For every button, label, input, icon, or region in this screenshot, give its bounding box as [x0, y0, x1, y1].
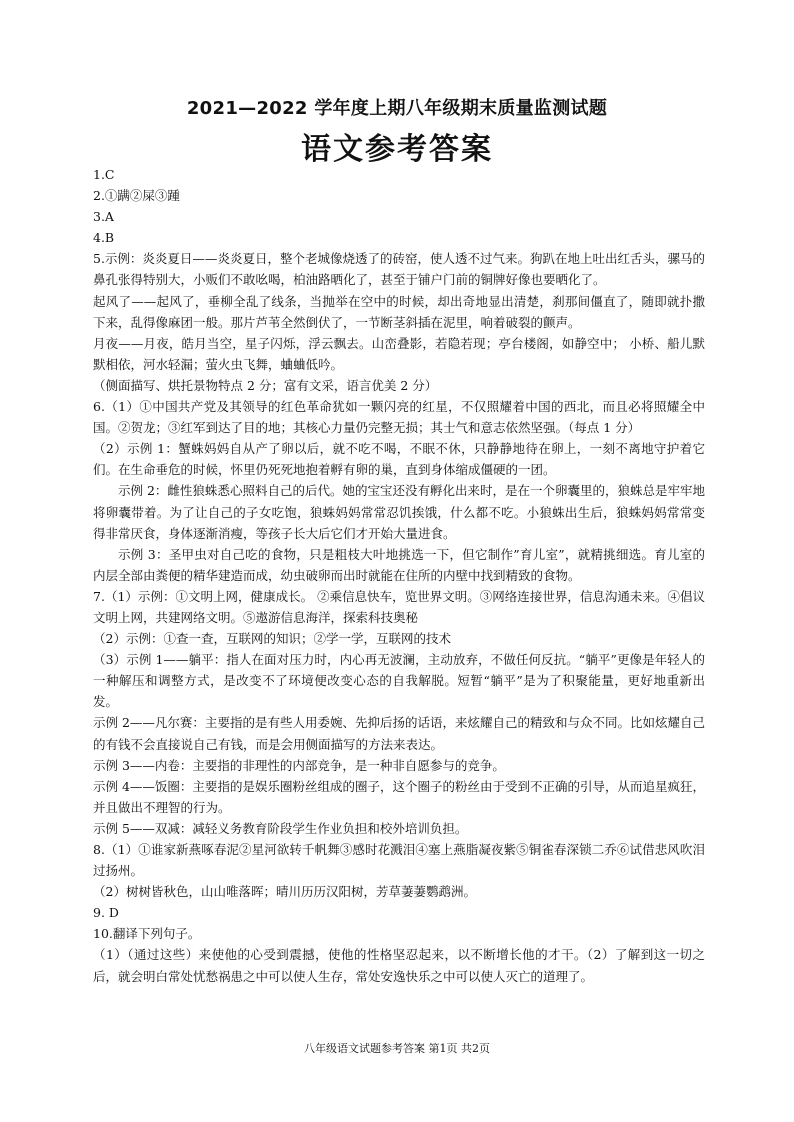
- answer-line: （2）示例：①查一查，互联网的知识；②学一学，互联网的技术: [93, 631, 451, 647]
- answer-line: 7.（1）示例：①文明上网，健康成长。 ②乘信息快车，览世界文明。③网络连接世界，信息沟通未来。④倡议文明上网，共建网络文明。⑤遨游信息海洋，探索科技奥秘: [93, 588, 705, 625]
- answer-line: 8.（1）①谁家新燕啄春泥②星河欲转千帆舞③感时花溅泪④塞上燕脂凝夜紫⑤铜雀春深锁二乔⑥试借悲风吹泪过扬州。: [93, 842, 705, 879]
- answer-body: [93, 164, 705, 987]
- answer-line: 示例 3：圣甲虫对自己吃的食物，只是粗枝大叶地挑选一下，但它制作”育儿室”，就精挑细选。育儿室的内层全部由粪便的精华建造而成，幼虫破卵而出时就能在住所的内壁中找到精致的食物。: [93, 546, 705, 583]
- answer-line: （2）示例 1：蟹蛛妈妈自从产了卵以后，就不吃不喝，不眠不休，只静静地待在卵上，一刻不离地守护着它们。在生命垂危的时候，怀里仍死死地抱着孵有卵的巢，直到身体缩成僵硬的一团。: [93, 441, 705, 478]
- answer-line: 2.①蹒②屎③踵: [93, 188, 180, 204]
- answer-line: 1.C: [93, 167, 115, 182]
- answer-line: 10.翻译下列句子。: [93, 926, 201, 942]
- answer-line: 3.A: [93, 209, 114, 225]
- exam-title: 2021—2022 学年度上期八年级期末质量监测试题: [186, 98, 608, 119]
- answer-line: 4.B: [93, 230, 115, 246]
- answer-line: 5.示例：炎炎夏日——炎炎夏日，整个老城像烧透了的砖窑，使人透不过气来。狗趴在地上吐出红舌头，骡马的鼻孔张得特别大，小贩们不敢吆喝，柏油路晒化了，甚至于铺户门前的铜牌好像也要晒化了。: [93, 251, 705, 288]
- answer-line: 9. D: [93, 905, 119, 921]
- page-footer: 八年级语文试题参考答案 第1页 共2页: [304, 1042, 490, 1055]
- answer-line: （2）树树皆秋色，山山唯落晖；晴川历历汉阳树，芳草萋萋鹦鹉洲。: [93, 884, 476, 900]
- answer-line: 示例 2——凡尔赛：主要指的是有些人用委婉、先抑后扬的话语，来炫耀自己的精致和与众不同。比如炫耀自己的有钱不会直接说自己有钱，而是会用侧面描写的方法来表达。: [93, 715, 705, 752]
- document-title: 语文参考答案: [301, 132, 493, 167]
- answer-line: 示例 3——内卷：主要指的非理性的内部竞争，是一种非自愿参与的竞争。: [93, 757, 505, 773]
- answer-line: 6.（1）①中国共产党及其领导的红色革命犹如一颗闪亮的红星，不仅照耀着中国的西北，而且必将照耀全中国。②贺龙；③红军到达了目的地；其核心力量仍完整无损；其士气和意志依然坚强。（每点 1 分）: [93, 399, 705, 436]
- answer-line: 示例 2：雌性狼蛛悉心照料自己的后代。她的宝宝还没有孵化出来时，是在一个卵囊里的，狼蛛总是牢牢地将卵囊带着。为了让自己的子女吃饱，狼蛛妈妈常常忍饥挨饿，什么都不吃。小狼蛛出生后，狼蛛妈妈常常变得非常厌食，身体逐渐消瘦，等孩子长大后它们才开始大量进食。: [93, 483, 705, 541]
- answer-line: 示例 5——双减：减轻义务教育阶段学生作业负担和校外培训负担。: [93, 820, 468, 836]
- answer-line: （侧面描写、烘托景物特点 2 分；富有文采，语言优美 2 分）: [93, 377, 438, 393]
- answer-line: （3）示例 1——躺平：指人在面对压力时，内心再无波澜，主动放弃，不做任何反抗。“躺平”更像是年轻人的一种解压和调整方式，是改变不了环境便改变心态的自我解脱。短暂“躺平”是为了积聚能量，更好地重新出发。: [93, 652, 705, 710]
- answer-line: 起风了——起风了，垂柳全乱了线条，当抛举在空中的时候，却出奇地显出清楚，刹那间僵直了，随即就扑撒下来，乱得像麻团一般。那片芦苇全然倒伏了，一节断茎斜插在泥里，响着破裂的颤声。: [93, 293, 705, 330]
- answer-line: 月夜——月夜，皓月当空，星子闪烁，浮云飘去。山峦叠影，若隐若现；亭台楼阁，如静空中； 小桥、船儿默默相依，河水轻漏；萤火虫飞舞，蛐蛐低吟。: [93, 335, 705, 372]
- answer-line: （1）（通过这些）来使他的心受到震撼，使他的性格坚忍起来，以不断增长他的才干。（2）了解到这一切之后，就会明白常处忧愁祸患之中可以使人生存，常处安逸快乐之中可以使人灭亡的道理了。: [93, 947, 705, 984]
- answer-line: 示例 4——饭圈：主要指的是娱乐圈粉丝组成的圈子，这个圈子的粉丝由于受到不正确的引导，从而追星疯狂，并且做出不理智的行为。: [93, 778, 705, 815]
